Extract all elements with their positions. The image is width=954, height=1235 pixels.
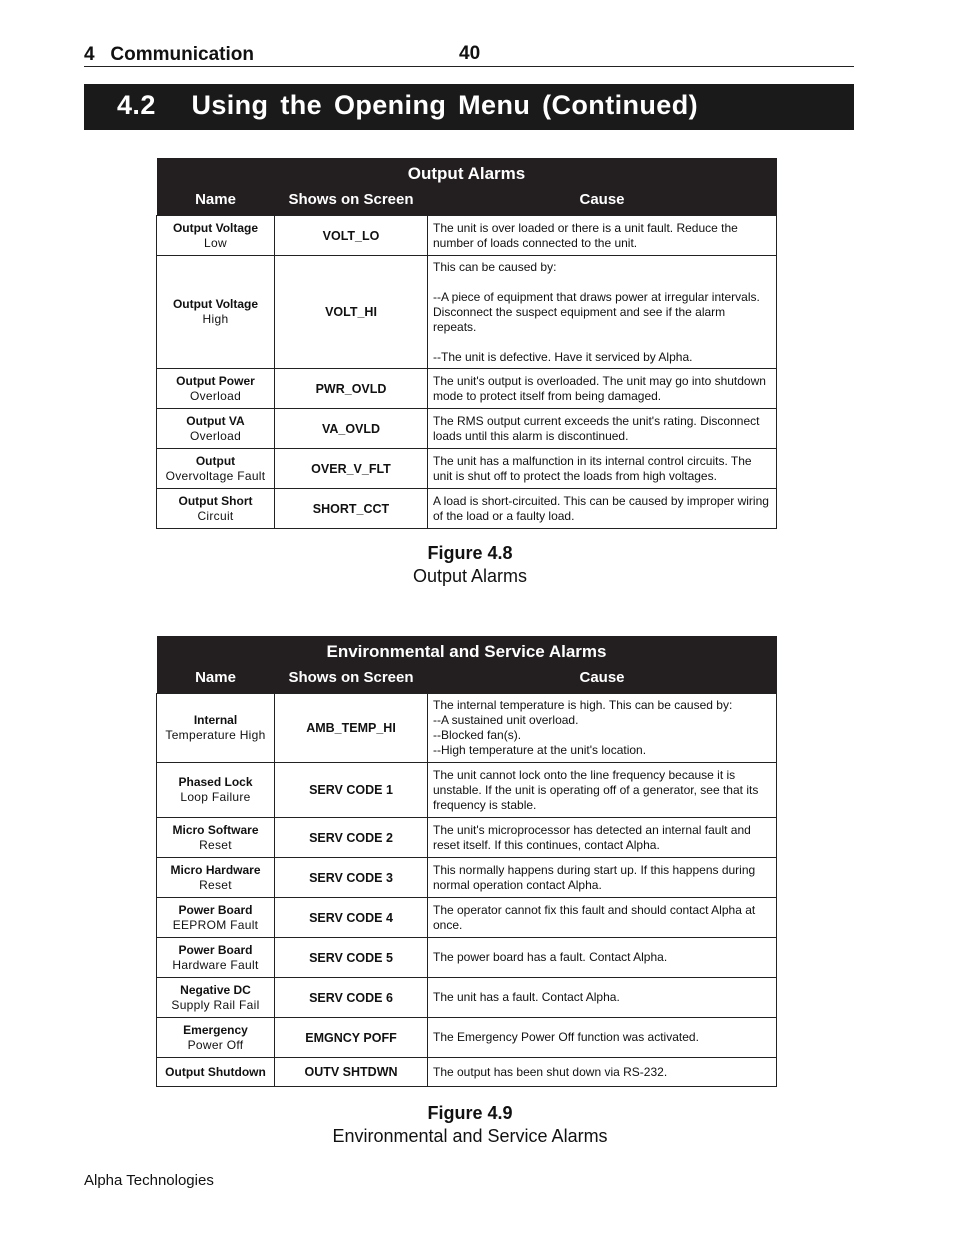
table-row	[157, 763, 777, 818]
alarm-screen-code: VOLT_HI	[275, 256, 428, 369]
section-header: 4 Communication	[84, 44, 254, 65]
figure-caption: Output Alarms	[412, 566, 528, 586]
alarm-screen-code: SERV CODE 2	[275, 818, 428, 858]
cause-line: This normally happens during start up. If this happens during normal operation contact Alpha.	[433, 862, 756, 892]
alarm-screen-code: SERV CODE 3	[275, 858, 428, 898]
cause-line	[433, 275, 770, 290]
alarm-screen-code: VOLT_LO	[275, 216, 428, 256]
alarm-screen-code: SERV CODE 5	[275, 938, 428, 978]
alarm-name-cell	[157, 694, 275, 763]
alarm-name-detail: High	[202, 312, 229, 326]
alarm-screen-code: SHORT_CCT	[275, 489, 428, 529]
alarm-name: Output Power	[176, 373, 255, 388]
cause-line	[433, 335, 770, 350]
alarm-name-detail: Circuit	[197, 508, 234, 523]
alarm-screen-code: AMB_TEMP_HI	[275, 694, 428, 763]
column-header-name: Name	[157, 188, 275, 216]
alarm-cause	[428, 1018, 777, 1058]
table-title: Output Alarms	[157, 158, 777, 188]
alarm-name-detail: EEPROM Fault	[172, 917, 259, 932]
alarm-name-detail: Low	[204, 235, 227, 250]
figure-caption: Environmental and Service Alarms	[332, 1126, 608, 1146]
cause-line: The operator cannot fix this fault and should contact Alpha at once.	[433, 902, 756, 932]
cause-line: --The unit is defective. Have it serviced by Alpha.	[433, 349, 693, 364]
alarm-name: Power Board	[178, 902, 253, 917]
alarm-screen-code: SERV CODE 4	[275, 898, 428, 938]
alarm-cause	[428, 449, 777, 489]
cause-line: The Emergency Power Off function was activated.	[433, 1030, 699, 1044]
alarm-cause	[428, 216, 777, 256]
alarm-name: Internal	[193, 713, 238, 727]
alarm-name-cell	[157, 938, 275, 978]
alarm-name: Negative DC	[180, 982, 251, 997]
alarm-screen-code: VA_OVLD	[275, 409, 428, 449]
alarm-name: Phased Lock	[178, 775, 253, 789]
alarm-name-detail: Overload	[189, 388, 242, 403]
alarm-name: Power Board	[178, 942, 253, 957]
table-row	[157, 1018, 777, 1058]
alarm-name-detail: Reset	[199, 837, 232, 852]
alarm-name-cell	[157, 1058, 275, 1087]
alarm-name-detail: Overvoltage Fault	[165, 468, 266, 483]
cause-line: The output has been shut down via RS-232.	[433, 1064, 668, 1079]
alarm-name-cell	[157, 489, 275, 529]
table-row	[157, 818, 777, 858]
alarm-name-detail: Hardware Fault	[172, 957, 259, 972]
alarm-name-cell	[157, 763, 275, 818]
section-banner	[84, 84, 854, 130]
alarm-name-detail: Power Off	[187, 1037, 244, 1052]
column-header-cause: Cause	[428, 188, 777, 216]
cause-line: The internal temperature is high. This can be caused by:	[433, 698, 733, 712]
alarm-cause	[428, 409, 777, 449]
page-number: 40	[459, 43, 481, 64]
table-title: Environmental and Service Alarms	[157, 636, 777, 666]
alarm-name: Output	[195, 453, 236, 468]
alarm-cause	[428, 978, 777, 1018]
alarm-cause	[428, 858, 777, 898]
alarm-screen-code: EMGNCY POFF	[275, 1018, 428, 1058]
cause-line: The unit is over loaded or there is a unit fault. Reduce the number of loads connected to the unit.	[433, 220, 738, 250]
cause-line: A load is short-circuited. This can be caused by improper wiring of the load or a faulty load.	[433, 493, 769, 523]
alarm-screen-code: PWR_OVLD	[275, 369, 428, 409]
column-header-screen: Shows on Screen	[275, 188, 428, 216]
section-title: 4.2 Using the Opening Menu (Continued)	[117, 90, 698, 120]
alarm-name-cell	[157, 409, 275, 449]
alarm-name-cell	[157, 978, 275, 1018]
table-row	[157, 978, 777, 1018]
table-row	[157, 1058, 777, 1087]
alarm-name-cell	[157, 818, 275, 858]
alarm-name-cell	[157, 216, 275, 256]
alarm-name: Emergency	[183, 1022, 248, 1037]
column-header-name: Name	[157, 666, 275, 694]
alarm-screen-code: SERV CODE 1	[275, 763, 428, 818]
alarm-name-detail: Loop Failure	[180, 790, 251, 804]
alarm-name: Output Shutdown	[165, 1064, 266, 1079]
header-rule	[84, 66, 854, 67]
footer-company: Alpha Technologies	[84, 1172, 214, 1189]
alarm-screen-code: OUTV SHTDWN	[275, 1058, 428, 1087]
table-row	[157, 369, 777, 409]
cause-line: This can be caused by:	[433, 259, 557, 274]
alarm-name-detail: Temperature High	[165, 728, 266, 742]
alarm-cause	[428, 489, 777, 529]
cause-line: The unit's output is overloaded. The unit may go into shutdown mode to protect itself from being damaged.	[433, 373, 766, 403]
table-row	[157, 694, 777, 763]
environmental-service-alarms-table	[156, 636, 777, 1087]
alarm-cause	[428, 694, 777, 763]
table-row	[157, 216, 777, 256]
cause-line: --A sustained unit overload.	[433, 713, 579, 727]
alarm-cause	[428, 369, 777, 409]
cause-line: The unit has a fault. Contact Alpha.	[433, 990, 620, 1004]
alarm-name-cell	[157, 256, 275, 369]
table-row	[157, 489, 777, 529]
alarm-cause	[428, 763, 777, 818]
figure-label: Figure 4.9	[427, 1103, 513, 1123]
alarm-name-detail: Reset	[199, 877, 232, 892]
column-header-screen: Shows on Screen	[275, 666, 428, 694]
output-alarms-table	[156, 158, 777, 529]
cause-line: The unit has a malfunction in its internal control circuits. The unit is shut off to protect the loads from high voltages.	[433, 453, 752, 483]
alarm-name-cell	[157, 858, 275, 898]
alarm-name-cell	[157, 369, 275, 409]
alarm-name-cell	[157, 898, 275, 938]
cause-line: --Blocked fan(s).	[433, 728, 522, 742]
table-row	[157, 409, 777, 449]
cause-line: --A piece of equipment that draws power at irregular intervals. Disconnect the suspect equipment and see if the alarm repeats.	[433, 289, 760, 334]
cause-line: The unit cannot lock onto the line frequency because it is unstable. If the unit is operating off of a generator, see that its frequency is stable.	[433, 767, 759, 812]
column-header-cause: Cause	[428, 666, 777, 694]
cause-line: The RMS output current exceeds the unit's rating. Disconnect loads until this alarm is discontinued.	[433, 413, 760, 443]
alarm-cause	[428, 938, 777, 978]
alarm-name: Output Voltage	[172, 220, 259, 235]
alarm-cause	[428, 818, 777, 858]
alarm-name-detail: Supply Rail Fail	[171, 997, 260, 1012]
alarm-name-detail: Overload	[189, 428, 242, 443]
alarm-screen-code: SERV CODE 6	[275, 978, 428, 1018]
cause-line: The unit's microprocessor has detected an internal fault and reset itself. If this continues, contact Alpha.	[433, 822, 751, 852]
table-row	[157, 449, 777, 489]
alarm-cause	[428, 256, 777, 369]
alarm-name: Output VA	[186, 413, 245, 428]
cause-line: --High temperature at the unit's location.	[433, 743, 647, 757]
alarm-name: Output Short	[178, 493, 253, 508]
alarm-cause	[428, 898, 777, 938]
alarm-cause	[428, 1058, 777, 1087]
cause-line: The power board has a fault. Contact Alpha.	[433, 950, 668, 964]
table-row	[157, 898, 777, 938]
alarm-name-cell	[157, 449, 275, 489]
figure-label: Figure 4.8	[427, 543, 513, 563]
table-row	[157, 938, 777, 978]
table-row	[157, 256, 777, 369]
alarm-name-cell	[157, 1018, 275, 1058]
alarm-name: Micro Software	[172, 822, 259, 837]
alarm-name: Micro Hardware	[170, 862, 261, 877]
table-row	[157, 858, 777, 898]
alarm-screen-code: OVER_V_FLT	[275, 449, 428, 489]
alarm-name: Output Voltage	[172, 297, 259, 311]
